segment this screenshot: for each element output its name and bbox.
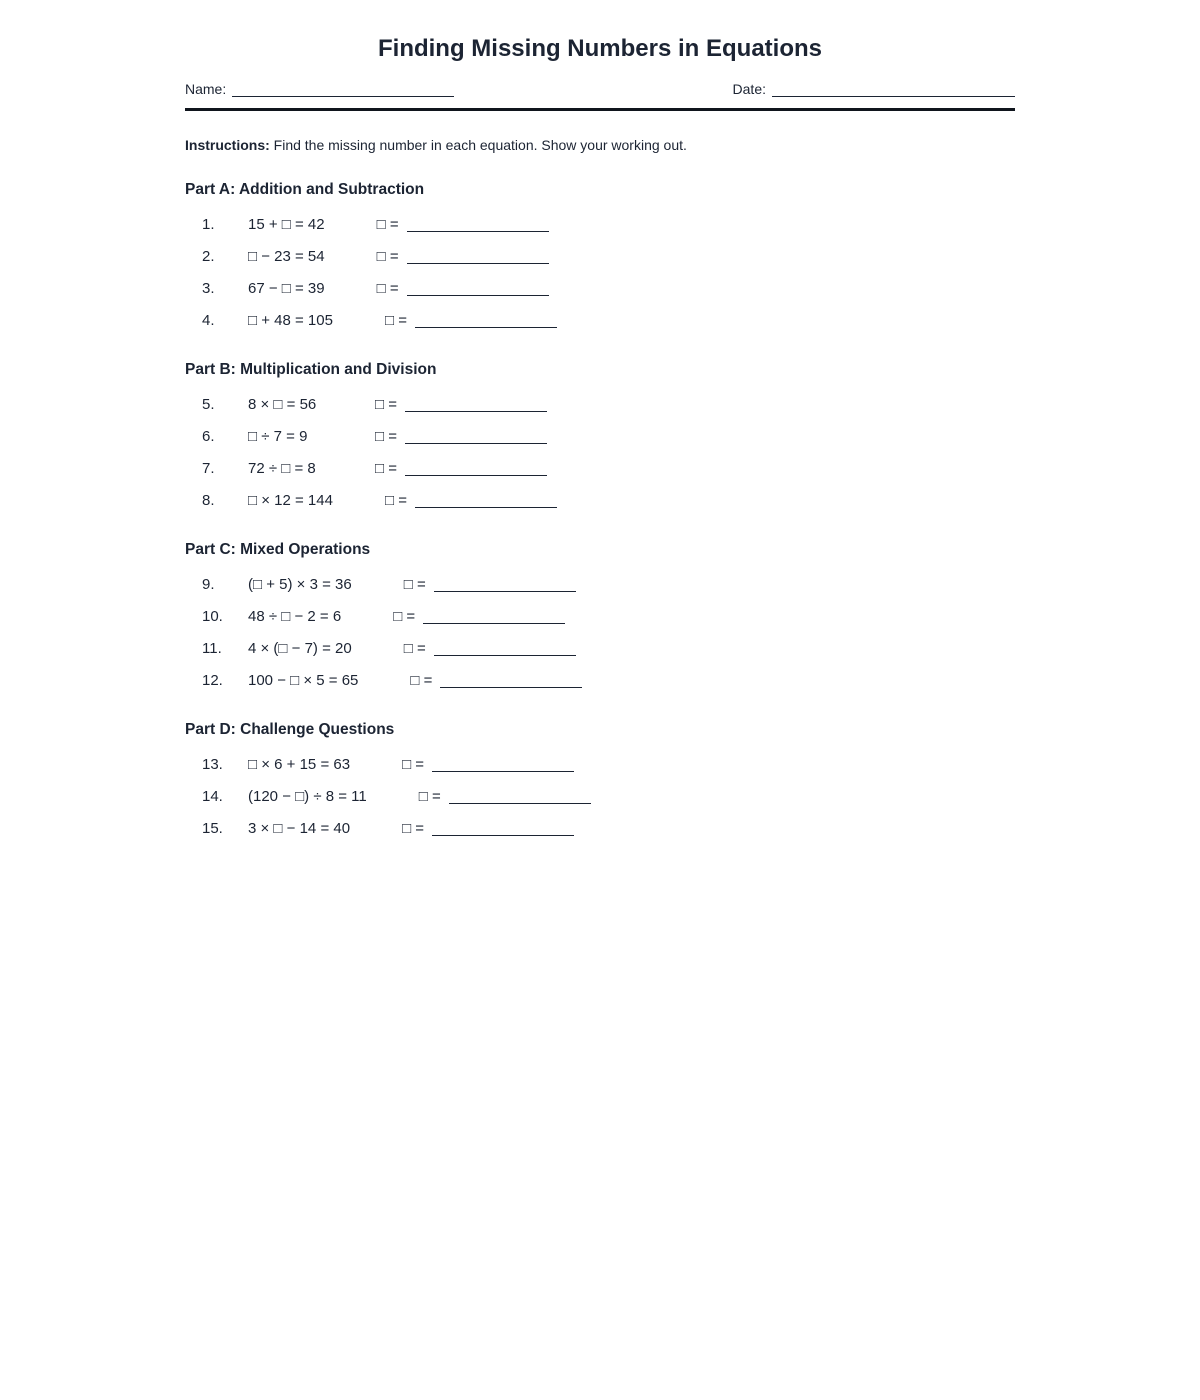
equation-text: □ × 12 = 144: [248, 492, 333, 509]
question-number: 8.: [202, 492, 215, 509]
answer-prefix: □ =: [376, 248, 399, 265]
answer-prefix: □ =: [418, 788, 441, 805]
question-number: 11.: [202, 640, 222, 657]
answer-prefix: □ =: [402, 756, 425, 773]
question-number: 9.: [202, 576, 215, 593]
answer-prefix: □ =: [402, 820, 425, 837]
answer-prefix: □ =: [375, 396, 397, 413]
equation-text: 72 ÷ □ = 8: [248, 460, 316, 477]
equation-text: (□ + 5) × 3 = 36: [248, 576, 352, 593]
equation-row: [185, 601, 1015, 633]
equation-row: [185, 305, 1015, 337]
date-field: [733, 80, 1015, 98]
answer-blank-line: [434, 591, 576, 593]
question-number: 4.: [202, 312, 215, 329]
equation-row: [185, 209, 1015, 241]
instructions-label: Instructions:: [185, 137, 270, 153]
equation-row: [185, 749, 1015, 781]
question-number: 7.: [202, 460, 215, 477]
instructions: [185, 137, 1015, 154]
equation-row: [185, 421, 1015, 453]
worksheet-sections: [185, 180, 1015, 845]
equation-text: □ ÷ 7 = 9: [248, 428, 308, 445]
equation-row: [185, 273, 1015, 305]
answer-prefix: □ =: [375, 428, 397, 445]
name-blank-line: [232, 96, 454, 98]
equation-text: □ + 48 = 105: [248, 312, 333, 329]
equation-text: □ × 6 + 15 = 63: [248, 756, 351, 773]
section-heading: Part D: Challenge Questions: [185, 721, 395, 738]
answer-prefix: □ =: [393, 608, 416, 625]
instructions-text: Find the missing number in each equation. Show your working out.: [273, 137, 687, 153]
question-number: 5.: [202, 396, 215, 413]
question-number: 12.: [202, 672, 223, 689]
answer-blank-line: [432, 771, 574, 773]
name-label: Name:: [185, 81, 227, 97]
section-heading: Part B: Multiplication and Division: [185, 361, 437, 378]
question-number: 14.: [202, 788, 223, 805]
answer-prefix: □ =: [376, 216, 399, 233]
answer-blank-line: [407, 295, 549, 297]
section-heading: Part A: Addition and Subtraction: [185, 181, 425, 198]
answer-blank-line: [449, 803, 591, 805]
answer-prefix: □ =: [375, 460, 397, 477]
answer-blank-line: [405, 475, 547, 477]
equation-text: 48 ÷ □ − 2 = 6: [248, 608, 342, 625]
equation-text: 4 × (□ − 7) = 20: [248, 640, 352, 657]
equation-row: [185, 569, 1015, 601]
question-number: 13.: [202, 756, 223, 773]
section-heading: Part C: Mixed Operations: [185, 541, 371, 558]
answer-prefix: □ =: [410, 672, 433, 689]
equation-row: [185, 781, 1015, 813]
answer-blank-line: [423, 623, 565, 625]
equation-text: 67 − □ = 39: [248, 280, 325, 297]
section-items: [185, 389, 1015, 517]
worksheet-section: [185, 720, 1015, 845]
equation-row: [185, 241, 1015, 273]
answer-blank-line: [407, 263, 549, 265]
section-items: [185, 569, 1015, 697]
equation-row: [185, 389, 1015, 421]
name-date-row: [185, 80, 1015, 98]
answer-blank-line: [405, 411, 547, 413]
answer-prefix: □ =: [403, 576, 426, 593]
answer-blank-line: [407, 231, 549, 233]
question-number: 10.: [202, 608, 223, 625]
question-number: 1.: [202, 216, 215, 233]
answer-blank-line: [434, 655, 576, 657]
answer-blank-line: [415, 507, 557, 509]
answer-prefix: □ =: [384, 312, 407, 329]
question-number: 15.: [202, 820, 223, 837]
worksheet-section: [185, 180, 1015, 337]
date-label: Date:: [732, 81, 766, 97]
date-blank-line: [772, 96, 1015, 98]
answer-prefix: □ =: [384, 492, 407, 509]
name-field: [185, 80, 454, 98]
page-title: Finding Missing Numbers in Equations: [377, 35, 822, 62]
equation-row: [185, 633, 1015, 665]
answer-blank-line: [415, 327, 557, 329]
equation-text: □ − 23 = 54: [248, 248, 325, 265]
equation-row: [185, 485, 1015, 517]
header-divider: [185, 108, 1015, 111]
question-number: 2.: [202, 248, 215, 265]
equation-row: [185, 453, 1015, 485]
equation-text: 15 + □ = 42: [248, 216, 325, 233]
equation-row: [185, 665, 1015, 697]
answer-blank-line: [405, 443, 547, 445]
section-items: [185, 209, 1015, 337]
answer-prefix: □ =: [403, 640, 426, 657]
worksheet-section: [185, 360, 1015, 517]
equation-text: 8 × □ = 56: [248, 396, 317, 413]
answer-blank-line: [432, 835, 574, 837]
equation-text: (120 − □) ÷ 8 = 11: [248, 788, 367, 805]
question-number: 3.: [202, 280, 215, 297]
section-items: [185, 749, 1015, 845]
equation-text: 100 − □ × 5 = 65: [248, 672, 359, 689]
worksheet-section: [185, 540, 1015, 697]
answer-prefix: □ =: [376, 280, 399, 297]
question-number: 6.: [202, 428, 215, 445]
answer-blank-line: [440, 687, 582, 689]
equation-row: [185, 813, 1015, 845]
equation-text: 3 × □ − 14 = 40: [248, 820, 351, 837]
